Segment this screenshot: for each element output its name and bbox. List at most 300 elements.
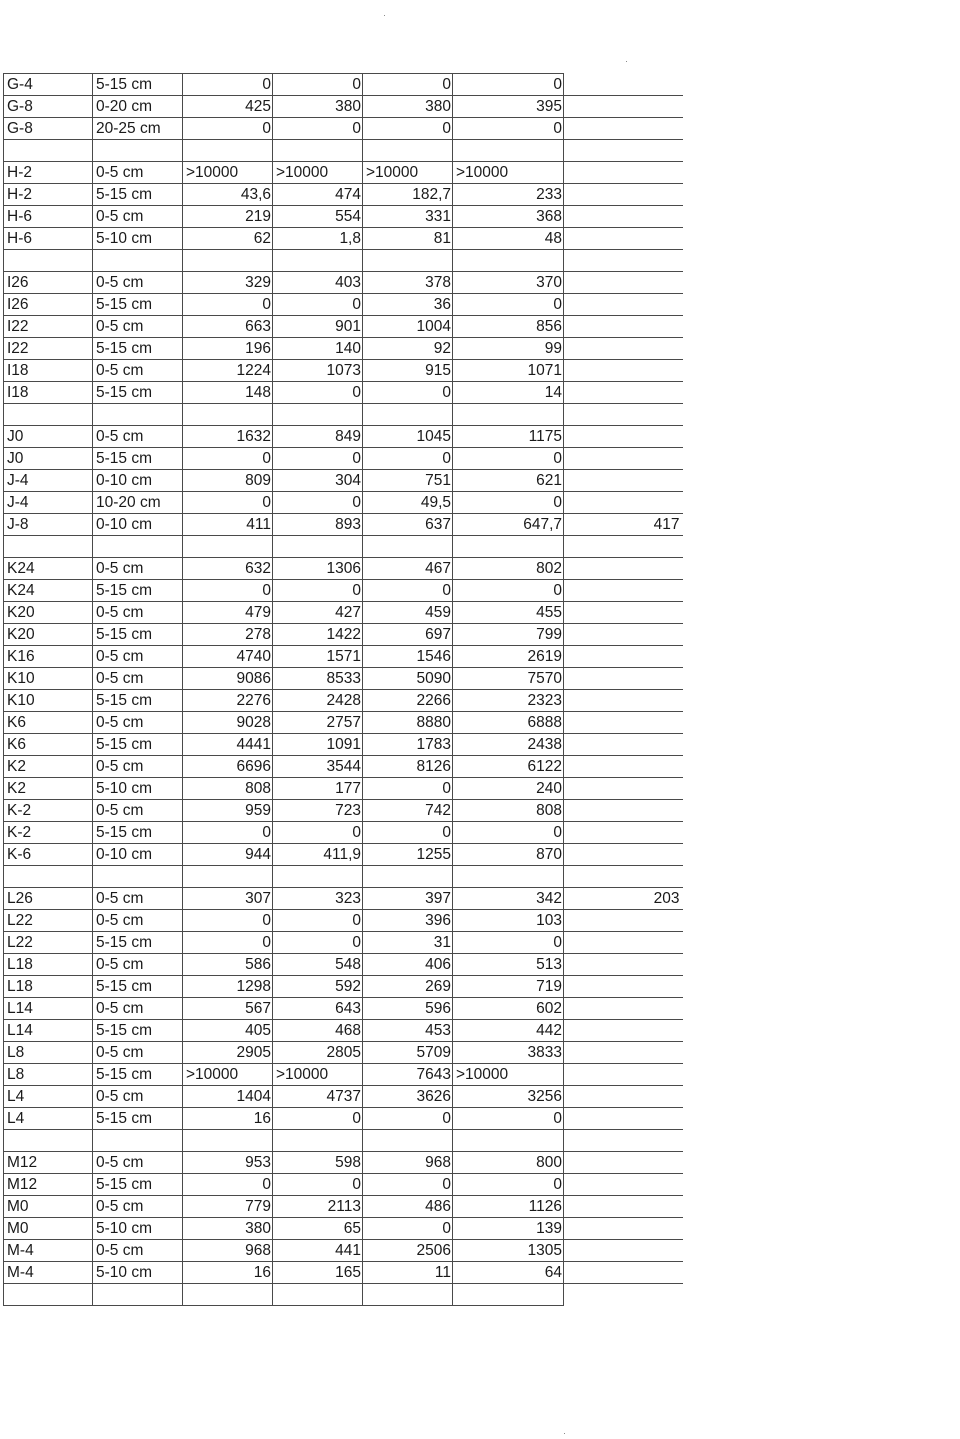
- value-4-cell: 64: [453, 1262, 564, 1284]
- table-row: [4, 514, 683, 536]
- sample-id-cell: K-2: [4, 822, 93, 844]
- value-1-cell: 0: [183, 932, 273, 954]
- table-row: [4, 734, 683, 756]
- sample-id-cell: G-4: [4, 74, 93, 96]
- value-3-cell: 0: [363, 822, 453, 844]
- depth-cell: 0-5 cm: [93, 1240, 183, 1262]
- value-4-cell: 0: [453, 580, 564, 602]
- value-2-cell: 427: [273, 602, 363, 624]
- extra-value-cell: [564, 294, 683, 316]
- extra-value-cell: [564, 316, 683, 338]
- depth-cell: 5-10 cm: [93, 778, 183, 800]
- value-4-cell: 602: [453, 998, 564, 1020]
- depth-cell: [93, 250, 183, 272]
- extra-value-cell: [564, 338, 683, 360]
- sample-id-cell: [4, 140, 93, 162]
- depth-cell: [93, 866, 183, 888]
- value-3-cell: 269: [363, 976, 453, 998]
- value-1-cell: 196: [183, 338, 273, 360]
- table-row: [4, 1020, 683, 1042]
- value-2-cell: 0: [273, 1108, 363, 1130]
- depth-cell: 0-10 cm: [93, 514, 183, 536]
- value-4-cell: >10000: [453, 162, 564, 184]
- extra-value-cell: [564, 96, 683, 118]
- depth-cell: [93, 1130, 183, 1152]
- value-3-cell: 968: [363, 1152, 453, 1174]
- extra-value-cell: [564, 492, 683, 514]
- value-2-cell: 1,8: [273, 228, 363, 250]
- value-1-cell: 405: [183, 1020, 273, 1042]
- value-1-cell: 6696: [183, 756, 273, 778]
- depth-cell: 0-5 cm: [93, 558, 183, 580]
- value-1-cell: 219: [183, 206, 273, 228]
- value-3-cell: 92: [363, 338, 453, 360]
- value-1-cell: 479: [183, 602, 273, 624]
- extra-value-cell: [564, 602, 683, 624]
- depth-cell: 5-10 cm: [93, 1218, 183, 1240]
- sample-id-cell: [4, 1284, 93, 1306]
- value-4-cell: 3256: [453, 1086, 564, 1108]
- extra-value-cell: [564, 162, 683, 184]
- sample-id-cell: J0: [4, 426, 93, 448]
- value-4-cell: 799: [453, 624, 564, 646]
- value-3-cell: 1783: [363, 734, 453, 756]
- value-2-cell: 0: [273, 1174, 363, 1196]
- sample-id-cell: K10: [4, 690, 93, 712]
- value-4-cell: 0: [453, 1108, 564, 1130]
- value-4-cell: [453, 250, 564, 272]
- table-row: [4, 932, 683, 954]
- value-1-cell: 808: [183, 778, 273, 800]
- value-1-cell: 0: [183, 492, 273, 514]
- depth-cell: 5-15 cm: [93, 338, 183, 360]
- value-1-cell: [183, 1130, 273, 1152]
- value-2-cell: 468: [273, 1020, 363, 1042]
- sample-id-cell: G-8: [4, 96, 93, 118]
- sample-id-cell: I22: [4, 338, 93, 360]
- depth-cell: 0-5 cm: [93, 360, 183, 382]
- table-row: [4, 96, 683, 118]
- sample-id-cell: H-6: [4, 206, 93, 228]
- value-4-cell: 0: [453, 448, 564, 470]
- depth-cell: 0-5 cm: [93, 206, 183, 228]
- depth-cell: 0-5 cm: [93, 888, 183, 910]
- sample-id-cell: L26: [4, 888, 93, 910]
- extra-value-cell: [564, 404, 683, 426]
- value-3-cell: [363, 1284, 453, 1306]
- extra-value-cell: [564, 734, 683, 756]
- value-2-cell: [273, 250, 363, 272]
- extra-value-cell: [564, 690, 683, 712]
- value-3-cell: 1045: [363, 426, 453, 448]
- extra-value-cell: [564, 206, 683, 228]
- value-3-cell: 0: [363, 1174, 453, 1196]
- value-4-cell: 7570: [453, 668, 564, 690]
- table-row: [4, 888, 683, 910]
- sample-id-cell: H-2: [4, 162, 93, 184]
- value-1-cell: >10000: [183, 1064, 273, 1086]
- separator-row: [4, 866, 683, 888]
- table-row: [4, 558, 683, 580]
- value-1-cell: 1404: [183, 1086, 273, 1108]
- value-3-cell: [363, 250, 453, 272]
- table-row: [4, 1064, 683, 1086]
- value-2-cell: 592: [273, 976, 363, 998]
- value-1-cell: 43,6: [183, 184, 273, 206]
- sample-id-cell: G-8: [4, 118, 93, 140]
- sample-id-cell: J-8: [4, 514, 93, 536]
- sample-id-cell: L4: [4, 1086, 93, 1108]
- table-row: [4, 800, 683, 822]
- sample-id-cell: H-2: [4, 184, 93, 206]
- sample-id-cell: L4: [4, 1108, 93, 1130]
- table-row: [4, 690, 683, 712]
- table-row: [4, 1152, 683, 1174]
- value-1-cell: 1632: [183, 426, 273, 448]
- value-4-cell: 0: [453, 294, 564, 316]
- sample-id-cell: M12: [4, 1152, 93, 1174]
- value-4-cell: 2619: [453, 646, 564, 668]
- value-4-cell: 455: [453, 602, 564, 624]
- value-1-cell: 62: [183, 228, 273, 250]
- table-row: [4, 844, 683, 866]
- value-3-cell: 1255: [363, 844, 453, 866]
- extra-value-cell: [564, 1086, 683, 1108]
- table-row: [4, 360, 683, 382]
- table-row: [4, 338, 683, 360]
- value-4-cell: 1071: [453, 360, 564, 382]
- depth-cell: [93, 404, 183, 426]
- value-3-cell: 5709: [363, 1042, 453, 1064]
- value-1-cell: 380: [183, 1218, 273, 1240]
- extra-value-cell: [564, 1196, 683, 1218]
- table-row: [4, 492, 683, 514]
- value-2-cell: 0: [273, 382, 363, 404]
- extra-value-cell: [564, 646, 683, 668]
- extra-value-cell: 203: [564, 888, 683, 910]
- table-row: [4, 162, 683, 184]
- depth-cell: 5-15 cm: [93, 74, 183, 96]
- value-1-cell: 9028: [183, 712, 273, 734]
- table-row: [4, 1042, 683, 1064]
- sample-id-cell: M0: [4, 1196, 93, 1218]
- table-row: [4, 646, 683, 668]
- extra-value-cell: [564, 272, 683, 294]
- value-4-cell: 139: [453, 1218, 564, 1240]
- value-3-cell: 0: [363, 448, 453, 470]
- value-3-cell: 697: [363, 624, 453, 646]
- value-3-cell: 453: [363, 1020, 453, 1042]
- depth-cell: 0-5 cm: [93, 954, 183, 976]
- value-1-cell: [183, 1284, 273, 1306]
- value-4-cell: 621: [453, 470, 564, 492]
- extra-value-cell: [564, 822, 683, 844]
- extra-value-cell: [564, 1218, 683, 1240]
- value-2-cell: 1422: [273, 624, 363, 646]
- table-row: [4, 910, 683, 932]
- value-2-cell: 4737: [273, 1086, 363, 1108]
- value-2-cell: 1073: [273, 360, 363, 382]
- value-1-cell: 632: [183, 558, 273, 580]
- value-4-cell: [453, 536, 564, 558]
- extra-value-cell: [564, 184, 683, 206]
- value-3-cell: 0: [363, 580, 453, 602]
- sample-id-cell: K2: [4, 756, 93, 778]
- value-3-cell: 1004: [363, 316, 453, 338]
- value-3-cell: [363, 1130, 453, 1152]
- sample-id-cell: K16: [4, 646, 93, 668]
- value-2-cell: 0: [273, 822, 363, 844]
- extra-value-cell: [564, 1130, 683, 1152]
- extra-value-cell: [564, 470, 683, 492]
- scan-speck: ·: [383, 10, 386, 20]
- sample-id-cell: K24: [4, 558, 93, 580]
- extra-value-cell: [564, 910, 683, 932]
- depth-cell: 0-5 cm: [93, 162, 183, 184]
- extra-value-cell: [564, 1064, 683, 1086]
- value-1-cell: 307: [183, 888, 273, 910]
- scan-speck: ·: [563, 1428, 566, 1438]
- value-3-cell: [363, 866, 453, 888]
- value-1-cell: 329: [183, 272, 273, 294]
- depth-cell: 5-15 cm: [93, 184, 183, 206]
- depth-cell: 0-20 cm: [93, 96, 183, 118]
- sample-id-cell: J0: [4, 448, 93, 470]
- extra-value-cell: [564, 954, 683, 976]
- depth-cell: 5-15 cm: [93, 976, 183, 998]
- value-2-cell: 403: [273, 272, 363, 294]
- separator-row: [4, 536, 683, 558]
- value-2-cell: 380: [273, 96, 363, 118]
- sample-id-cell: J-4: [4, 492, 93, 514]
- value-1-cell: 0: [183, 910, 273, 932]
- value-1-cell: >10000: [183, 162, 273, 184]
- value-4-cell: 99: [453, 338, 564, 360]
- value-4-cell: 48: [453, 228, 564, 250]
- sample-id-cell: L18: [4, 954, 93, 976]
- sample-id-cell: K10: [4, 668, 93, 690]
- value-1-cell: 1298: [183, 976, 273, 998]
- table-row: [4, 822, 683, 844]
- sample-id-cell: K-6: [4, 844, 93, 866]
- value-2-cell: 598: [273, 1152, 363, 1174]
- extra-value-cell: [564, 426, 683, 448]
- depth-cell: 5-10 cm: [93, 1262, 183, 1284]
- value-2-cell: 548: [273, 954, 363, 976]
- value-1-cell: 0: [183, 580, 273, 602]
- value-1-cell: 4441: [183, 734, 273, 756]
- separator-row: [4, 250, 683, 272]
- value-4-cell: 240: [453, 778, 564, 800]
- value-2-cell: 2757: [273, 712, 363, 734]
- value-2-cell: 0: [273, 118, 363, 140]
- table-row: [4, 1262, 683, 1284]
- sample-id-cell: M-4: [4, 1240, 93, 1262]
- value-3-cell: 49,5: [363, 492, 453, 514]
- value-4-cell: 513: [453, 954, 564, 976]
- depth-cell: 5-15 cm: [93, 1108, 183, 1130]
- depth-cell: 0-5 cm: [93, 272, 183, 294]
- value-3-cell: 397: [363, 888, 453, 910]
- value-2-cell: 901: [273, 316, 363, 338]
- value-1-cell: 0: [183, 448, 273, 470]
- extra-value-cell: [564, 140, 683, 162]
- depth-cell: 0-5 cm: [93, 800, 183, 822]
- value-4-cell: [453, 1130, 564, 1152]
- depth-cell: 5-15 cm: [93, 1064, 183, 1086]
- extra-value-cell: [564, 1284, 683, 1306]
- sample-id-cell: [4, 1130, 93, 1152]
- sample-id-cell: [4, 250, 93, 272]
- extra-value-cell: [564, 756, 683, 778]
- extra-value-cell: [564, 1174, 683, 1196]
- depth-cell: 0-5 cm: [93, 712, 183, 734]
- value-1-cell: 0: [183, 118, 273, 140]
- value-1-cell: [183, 140, 273, 162]
- table-row: [4, 294, 683, 316]
- value-2-cell: [273, 140, 363, 162]
- value-3-cell: [363, 404, 453, 426]
- value-4-cell: 800: [453, 1152, 564, 1174]
- depth-cell: 5-15 cm: [93, 448, 183, 470]
- extra-value-cell: [564, 624, 683, 646]
- value-3-cell: 459: [363, 602, 453, 624]
- value-2-cell: 0: [273, 448, 363, 470]
- value-1-cell: 16: [183, 1262, 273, 1284]
- depth-cell: 0-10 cm: [93, 844, 183, 866]
- value-3-cell: [363, 140, 453, 162]
- separator-row: [4, 1284, 683, 1306]
- table-row: [4, 228, 683, 250]
- value-2-cell: [273, 1284, 363, 1306]
- extra-value-cell: [564, 382, 683, 404]
- value-2-cell: 177: [273, 778, 363, 800]
- sample-id-cell: I26: [4, 294, 93, 316]
- value-2-cell: 304: [273, 470, 363, 492]
- value-3-cell: >10000: [363, 162, 453, 184]
- depth-cell: [93, 140, 183, 162]
- extra-value-cell: [564, 1152, 683, 1174]
- value-2-cell: 2113: [273, 1196, 363, 1218]
- value-4-cell: 6888: [453, 712, 564, 734]
- sample-id-cell: I18: [4, 360, 93, 382]
- table-row: [4, 184, 683, 206]
- value-3-cell: 36: [363, 294, 453, 316]
- value-4-cell: 1126: [453, 1196, 564, 1218]
- value-4-cell: 0: [453, 492, 564, 514]
- value-2-cell: 165: [273, 1262, 363, 1284]
- value-1-cell: 2276: [183, 690, 273, 712]
- value-1-cell: 567: [183, 998, 273, 1020]
- depth-cell: 0-5 cm: [93, 316, 183, 338]
- value-1-cell: 586: [183, 954, 273, 976]
- value-3-cell: 378: [363, 272, 453, 294]
- value-3-cell: 396: [363, 910, 453, 932]
- depth-cell: [93, 536, 183, 558]
- value-3-cell: 467: [363, 558, 453, 580]
- sample-id-cell: [4, 404, 93, 426]
- value-4-cell: 14: [453, 382, 564, 404]
- extra-value-cell: [564, 932, 683, 954]
- value-1-cell: 0: [183, 1174, 273, 1196]
- extra-value-cell: [564, 1262, 683, 1284]
- value-4-cell: 0: [453, 118, 564, 140]
- sample-id-cell: K20: [4, 602, 93, 624]
- sample-id-cell: K24: [4, 580, 93, 602]
- value-4-cell: 6122: [453, 756, 564, 778]
- extra-value-cell: [564, 778, 683, 800]
- value-2-cell: 411,9: [273, 844, 363, 866]
- sample-id-cell: L18: [4, 976, 93, 998]
- extra-value-cell: [564, 1240, 683, 1262]
- table-body: [4, 74, 683, 1306]
- extra-value-cell: [564, 1042, 683, 1064]
- sample-id-cell: L22: [4, 932, 93, 954]
- extra-value-cell: [564, 74, 683, 96]
- value-4-cell: 395: [453, 96, 564, 118]
- value-1-cell: 663: [183, 316, 273, 338]
- depth-cell: 5-10 cm: [93, 228, 183, 250]
- value-1-cell: 0: [183, 822, 273, 844]
- value-3-cell: 2266: [363, 690, 453, 712]
- value-3-cell: 2506: [363, 1240, 453, 1262]
- value-3-cell: 0: [363, 74, 453, 96]
- depth-cell: [93, 1284, 183, 1306]
- value-3-cell: 5090: [363, 668, 453, 690]
- depth-cell: 0-5 cm: [93, 602, 183, 624]
- value-3-cell: 8880: [363, 712, 453, 734]
- table-row: [4, 74, 683, 96]
- depth-cell: 5-15 cm: [93, 1020, 183, 1042]
- value-3-cell: 0: [363, 118, 453, 140]
- value-4-cell: 370: [453, 272, 564, 294]
- value-2-cell: 0: [273, 492, 363, 514]
- value-2-cell: 0: [273, 74, 363, 96]
- value-2-cell: [273, 1130, 363, 1152]
- sample-id-cell: [4, 536, 93, 558]
- extra-value-cell: [564, 998, 683, 1020]
- value-3-cell: 31: [363, 932, 453, 954]
- table-row: [4, 382, 683, 404]
- value-3-cell: 1546: [363, 646, 453, 668]
- value-4-cell: 0: [453, 932, 564, 954]
- sample-id-cell: L8: [4, 1064, 93, 1086]
- value-1-cell: 1224: [183, 360, 273, 382]
- value-3-cell: 915: [363, 360, 453, 382]
- value-3-cell: 486: [363, 1196, 453, 1218]
- depth-cell: 5-15 cm: [93, 624, 183, 646]
- table-row: [4, 1086, 683, 1108]
- depth-cell: 5-15 cm: [93, 382, 183, 404]
- value-2-cell: 2428: [273, 690, 363, 712]
- table-row: [4, 778, 683, 800]
- extra-value-cell: [564, 866, 683, 888]
- depth-cell: 0-5 cm: [93, 1042, 183, 1064]
- extra-value-cell: [564, 844, 683, 866]
- sample-id-cell: K6: [4, 734, 93, 756]
- value-4-cell: >10000: [453, 1064, 564, 1086]
- value-4-cell: [453, 1284, 564, 1306]
- value-4-cell: 870: [453, 844, 564, 866]
- value-3-cell: 7643: [363, 1064, 453, 1086]
- depth-cell: 20-25 cm: [93, 118, 183, 140]
- value-1-cell: 809: [183, 470, 273, 492]
- value-4-cell: 0: [453, 74, 564, 96]
- value-2-cell: 0: [273, 910, 363, 932]
- table-row: [4, 756, 683, 778]
- value-3-cell: 742: [363, 800, 453, 822]
- table-row: [4, 1174, 683, 1196]
